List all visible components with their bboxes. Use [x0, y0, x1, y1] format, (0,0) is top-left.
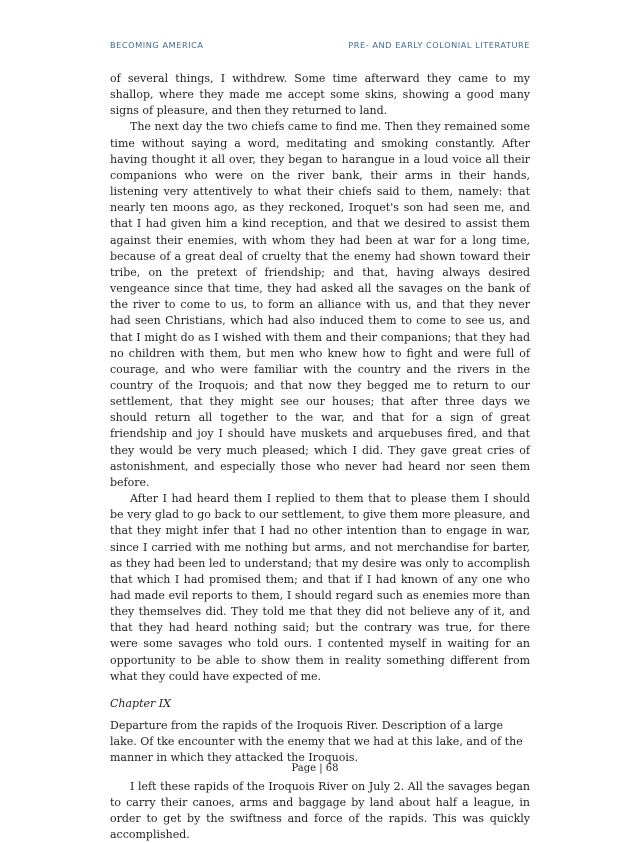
- header-book-title: BECOMING AMERICA: [110, 40, 204, 50]
- paragraph-reply: After I had heard them I replied to them that to please them I should be very glad to go back to our settlement, to give them more pleasure, and that they might infer that I had no other intention than to engage in war, since I carried with me nothing but arms, and not merchandise for barter, as they had been led to understand; that my desire was only to accomplish that which I had promised them; and that if I had known of any one who had made evil reports to them, I should regard such as enemies more than they themselves did. They told me that they did not believe any of it, and that they had heard nothing said; but the contrary was true, for there were some savages who told ours. I contented myself in waiting for an opportunity to be able to show them in reality something different from what they could have expected of me.: [110, 492, 530, 683]
- paragraph-chapter-opening: I left these rapids of the Iroquois River on July 2. All the savages began to carry their canoes, arms and baggage by land about half a league, in order to get by the swiftness and force of the rapids. This was quickly accomplished.: [110, 779, 530, 842]
- page-number: Page | 68: [291, 763, 339, 774]
- paragraph-chiefs-speech: The next day the two chiefs came to find me. Then they remained some time without saying a word, meditating and smoking constantly. After having thought it all over, they began to harangue in a loud voice all their companions who were on the river bank, their arms in their hands, listening very attentively to what their chiefs said to them, namely: that nearly ten moons ago, as they reckoned, Iroquet's son had seen me, and that I had given him a kind reception, and that we desired to assist them against their enemies, with whom they had been at war for a long time, because of a great deal of cruelty that the enemy had shown toward their tribe, on the pretext of friendship; and that, having always desired vengeance since that time, they had asked all the savages on the bank of the river to come to us, to form an alliance with us, and that they never had seen Christians, which had also induced them to come to see us, and that I might do as I wished with them and their companions; that they had no children with them, but men who knew how to fight and were full of courage, and who were familiar with the country and the rivers in the country of the Iroquois; and that now they begged me to return to our settlement, that they might see our houses; that after three days we should return all together to the war, and that for a sign of great friendship and joy I should have muskets and arquebuses fired, and that they would be very much pleased; which I did. They gave great cries of astonishment, and especially those who never had heard nor seen them before.: [110, 120, 530, 489]
- page-body: [110, 71, 530, 843]
- chapter-description: Departure from the rapids of the Iroquois River. Description of a large lake. Of tke encounter with the enemy that we had at this lake, and of the manner in which they attacked the Iroquois.: [110, 719, 523, 765]
- paragraph-continued: of several things, I withdrew. Some time afterward they came to my shallop, where they made me accept some skins, showing a good many signs of pleasure, and then they returned to land.: [110, 72, 530, 118]
- header-section-title: PRE- AND EARLY COLONIAL LITERATURE: [348, 40, 530, 50]
- chapter-heading: Chapter IX: [110, 696, 171, 710]
